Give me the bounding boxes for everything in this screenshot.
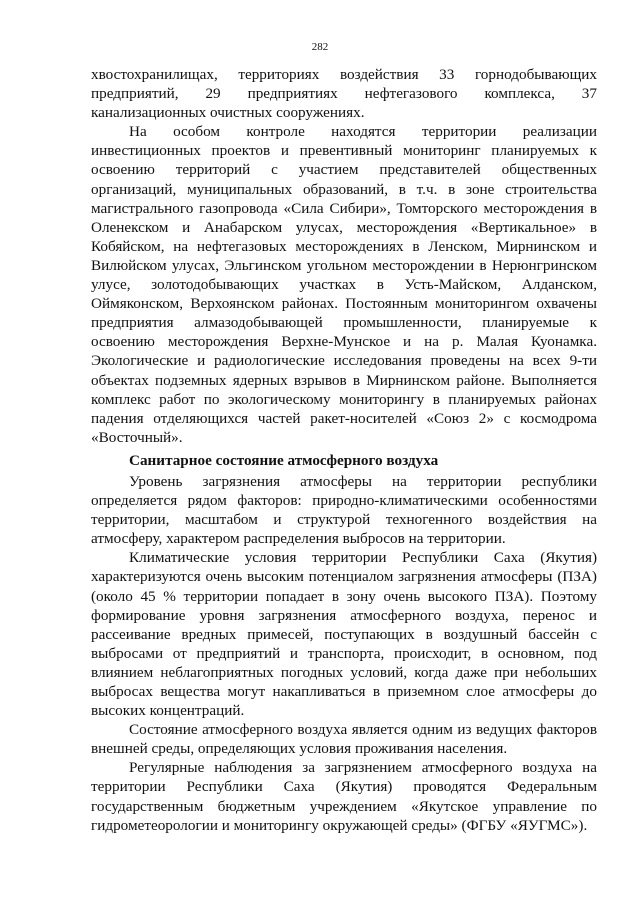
- paragraph-monitoring: На особом контроле находятся территории реализации инвестиционных проектов и превентивный мониторинг планируемых к освоению территорий с участием представителей общественных организаций, муниципальных образований, в т.ч. в зоне строительства магистрального газопровода «Сила Сибири», Томторского месторождения в Оленекском и Анабарском улусах, месторождения «Вертикальное» в Кобяйском, на нефтегазовых месторождениях в Ленском, Мирнинском и Вилюйском улусах, Эльгинском угольном месторождении в Нерюнгринском улусе, золотодобывающих участках в Усть-Майском, Алданском, Оймяконском, Верхоянском районах. Постоянным мониторингом охвачены предприятия алмазодобывающей промышленности, планируемые к освоению месторождения Верхне-Мунское и на р. Малая Куонамка. Экологические и радиологические исследования проведены на всех 9-ти объектах подземных ядерных взрывов в Мирнинском районе. Выполняется комплекс работ по экологическому мониторингу в планируемых районах падения отделяющихся частей ракет-носителей «Союз 2» с космодрома «Восточный».: [91, 123, 597, 446]
- paragraph-climate: Климатические условия территории Республики Саха (Якутия) характеризуются очень высоким потенциалом загрязнения атмосферы (ПЗА) (около 45 % территории попадает в зону очень высокого ПЗА). Поэтому формирование уровня загрязнения атмосферного воздуха, перенос и рассеивание вредных примесей, поступающих в воздушный бассейн с выбросами от предприятий и транспорта, происходит, в основном, под влиянием неблагоприятных погодных условий, когда даже при небольших выбросах вещества могут накапливаться в приземном слое атмосферы до высоких концентраций.: [91, 549, 597, 720]
- paragraph-pollution-level: Уровень загрязнения атмосферы на территории республики определяется рядом факторов: природно-климатическими особенностями территории, масштабом и структурой техногенного воздействия на атмосферу, характером распределения выбросов на территории.: [91, 472, 597, 548]
- document-body: [91, 65, 597, 835]
- paragraph-observations: Регулярные наблюдения за загрязнением атмосферного воздуха на территории Республики Саха (Якутия) проводятся Федеральным государственным бюджетным учреждением «Якутское управление по гидрометеорологии и мониторингу окружающей среды» (ФГБУ «ЯУГМС»).: [91, 759, 597, 834]
- page-number: 282: [311, 41, 329, 53]
- paragraph-continuation: хвостохранилищах, территориях воздействия 33 горнодобывающих предприятий, 29 предприятиях нефтегазового комплекса, 37 канализационных очистных сооружениях.: [91, 66, 597, 122]
- paragraph-air-state: Состояние атмосферного воздуха является одним из ведущих факторов внешней среды, определяющих условия проживания населения.: [91, 721, 597, 758]
- section-heading: Санитарное состояние атмосферного воздуха: [129, 451, 439, 469]
